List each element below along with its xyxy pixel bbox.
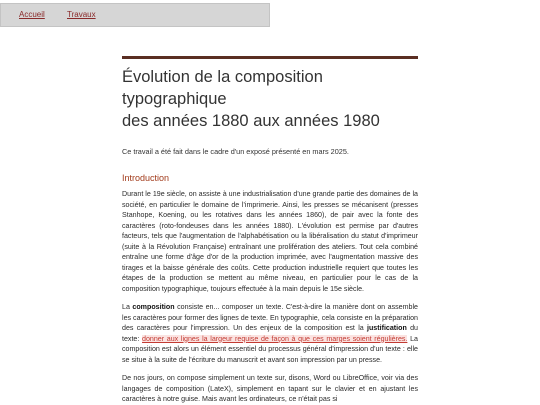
p2-text-c: consiste en... composer un texte. C'est-à-dire la manière dont on assemble les caractères pour former des lignes de texte. En typographie, cela consiste en la préparation des caractères pour l'impression. Un des enjeux de la composition est la: [122, 303, 418, 332]
p2-text-g: La composition est alors un élément essentiel du processus général d'impression d'un texte : elle se situe à la suite de l'écriture du manuscrit et avant son impression par un presse.: [122, 334, 418, 364]
nav-link-home[interactable]: Accueil: [19, 10, 45, 19]
section-heading-introduction: Introduction: [122, 173, 170, 183]
paragraph-3: De nos jours, on compose simplement un texte sur, disons, Word ou LibreOffice, voir via des langages de composition (LatеX), simplement en tapant sur le clavier et en ajustant les caractères à notre guise. Mais avant les ordinateurs, ce n'était pas si: [122, 374, 418, 403]
article: [122, 56, 418, 405]
title-line-1: Évolution de la composition typographique: [122, 68, 323, 108]
nav-link-works[interactable]: Travaux: [67, 10, 96, 19]
paragraph-2: [122, 302, 418, 365]
term-justification: justification: [367, 324, 407, 332]
top-navigation: [0, 3, 270, 27]
p2-text-a: La: [122, 303, 133, 311]
p2-text-e: du texte:: [122, 324, 418, 343]
page-title: [122, 66, 418, 132]
title-rule: [122, 56, 418, 59]
title-line-2: des années 1880 aux années 1980: [122, 112, 380, 130]
term-composition: composition: [132, 303, 175, 311]
paragraph-1: Durant le 19e siècle, on assiste à une industrialisation d'une grande partie des domaines de la société, en particulier le domaine de l'imprimerie. Ainsi, les presses se mécanisent (presses Stanhope, Koening, ou les rotatives dans les années 1860), de pair avec la fonte des caractères (roto-fondeuses dans les années 1880). L'évolution est permise par d'autres facteurs, tels que l'augmentation de l'alphabétisation ou la libéralisation du statut d'imprimeur (suite à la Révolution Française) entraînant une prolifération des ateliers. Tout cela combiné entraîne une forme d'âge d'or de la production imprimée, avec l'augmentation massive des tirages et la baisse générale des coûts. Cette production industrielle requiert que toutes les étapes de la production se mettent au même niveau, en particulier pour le cas de la composition typographique, toujours effectuée à la main depuis le 15e siècle.: [122, 190, 418, 293]
intro-text: Ce travail a été fait dans le cadre d'un exposé présenté en mars 2025.: [122, 147, 349, 156]
highlighted-definition: donner aux lignes la largeur requise de façon à que ces marges soient régulières.: [142, 334, 408, 343]
